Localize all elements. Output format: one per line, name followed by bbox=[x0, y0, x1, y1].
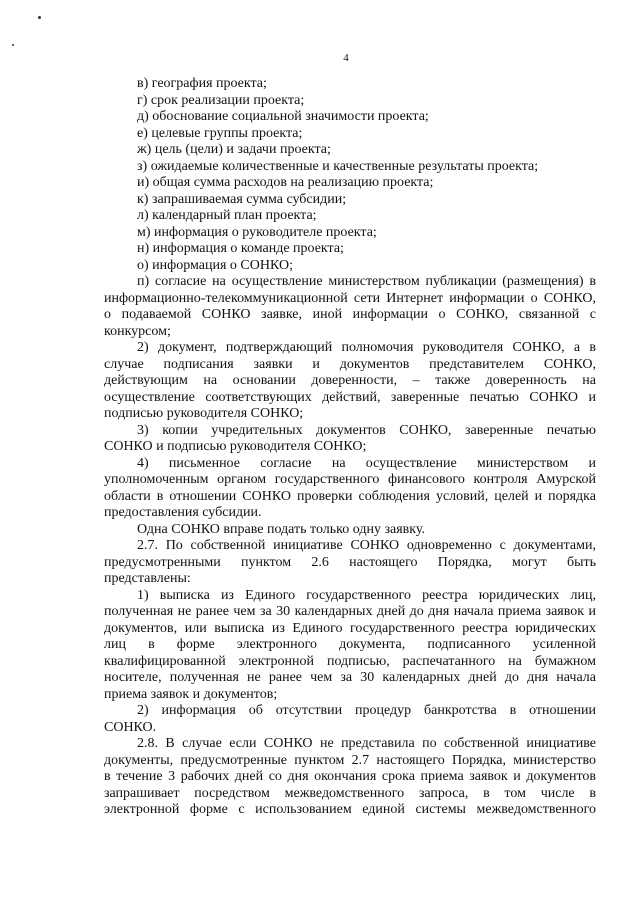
paragraph-line: 3) копии учредительных документов СОНКО, заверенные печатью bbox=[137, 422, 596, 438]
paragraph-line: представлены: bbox=[104, 571, 191, 586]
list-item: е) целевые группы проекта; bbox=[137, 125, 303, 141]
list-item: н) информация о команде проекта; bbox=[137, 241, 344, 256]
paragraph-line: 1) выписка из Единого государственного реестра юридических лиц, bbox=[137, 587, 596, 603]
scan-speck bbox=[12, 44, 14, 46]
paragraph-line: электронной форме с использованием единой системы межведомственного bbox=[104, 802, 596, 817]
paragraph-line: полученная не ранее чем за 30 календарных дней до дня начала приема заявок и bbox=[104, 604, 596, 619]
list-item: в) география проекта; bbox=[137, 76, 267, 91]
paragraph-line: конкурсом; bbox=[104, 323, 171, 339]
list-item: о) информация о СОНКО; bbox=[137, 257, 293, 273]
paragraph-line: носителе, полученная не ранее чем за 30 календарных дней до дня начала bbox=[104, 670, 596, 685]
paragraph-line: действующим на основании доверенности, – также доверенность на bbox=[104, 373, 596, 388]
paragraph-line: 2.8. В случае если СОНКО не представила по собственной инициативе bbox=[137, 736, 596, 751]
list-item: ж) цель (цели) и задачи проекта; bbox=[137, 142, 331, 157]
page-number: 4 bbox=[343, 52, 349, 64]
paragraph-line: п) согласие на осуществление министерством публикации (размещения) в bbox=[137, 274, 596, 289]
list-item: д) обоснование социальной значимости проекта; bbox=[137, 109, 429, 124]
paragraph-line: о подаваемой СОНКО заявке, иной информации о СОНКО, связанной с bbox=[104, 307, 596, 322]
paragraph-line: 4) письменное согласие на осуществление министерством и bbox=[137, 455, 596, 471]
list-item: з) ожидаемые количественные и качественные результаты проекта; bbox=[137, 158, 539, 174]
paragraph-line: документы, предусмотренные пунктом 2.7 настоящего Порядка, министерство bbox=[104, 752, 596, 768]
paragraph-line: 2) информация об отсутствии процедур банкротства в отношении bbox=[137, 703, 596, 718]
list-item: л) календарный план проекта; bbox=[137, 208, 317, 223]
list-item: м) информация о руководителе проекта; bbox=[137, 224, 377, 240]
paragraph-line: случае подписания заявки и документов представителем СОНКО, bbox=[104, 356, 596, 372]
paragraph-line: предусмотренными пунктом 2.6 настоящего Порядка, могут быть bbox=[104, 554, 596, 570]
paragraph-line: документов, или выписка из Единого государственного реестра юридических bbox=[104, 620, 596, 636]
list-item: г) срок реализации проекта; bbox=[137, 92, 305, 108]
paragraph-line: Одна СОНКО вправе подать только одну заявку. bbox=[137, 521, 425, 537]
paragraph-line: информационно-телекоммуникационной сети Интернет информации о СОНКО, bbox=[104, 290, 596, 306]
list-item: и) общая сумма расходов на реализацию проекта; bbox=[137, 175, 434, 190]
paragraph-line: лиц в форме электронного документа, подписанного усиленной bbox=[104, 637, 596, 652]
paragraph-line: квалифицированной электронной подписью, распечатанного на бумажном bbox=[104, 653, 596, 669]
scan-speck bbox=[38, 16, 41, 19]
list-item: к) запрашиваемая сумма субсидии; bbox=[137, 191, 347, 207]
paragraph-line: 2) документ, подтверждающий полномочия руководителя СОНКО, а в bbox=[137, 340, 596, 355]
paragraph-line: осуществление соответствующих действий, заверенные печатью СОНКО и bbox=[104, 389, 596, 405]
document-body bbox=[104, 76, 596, 819]
paragraph-line: области в отношении СОНКО проверки соблюдения условий, целей и порядка bbox=[104, 488, 596, 504]
paragraph-line: СОНКО. bbox=[104, 719, 157, 735]
paragraph-line: в течение 3 рабочих дней со дня окончания срока приема заявок и документов bbox=[104, 769, 596, 784]
paragraph-line: 2.7. По собственной инициативе СОНКО одновременно с документами, bbox=[137, 538, 596, 553]
paragraph-line: СОНКО и подписью руководителя СОНКО; bbox=[104, 439, 367, 454]
paragraph-line: подписью руководителя СОНКО; bbox=[104, 406, 304, 421]
paragraph-line: приема заявок и документов; bbox=[104, 686, 278, 702]
paragraph-line: запрашивает посредством межведомственного запроса, в том числе в bbox=[104, 785, 596, 801]
paragraph-line: предоставления субсидии. bbox=[104, 505, 262, 520]
paragraph-line: уполномоченным органом государственного финансового контроля Амурской bbox=[104, 472, 596, 487]
